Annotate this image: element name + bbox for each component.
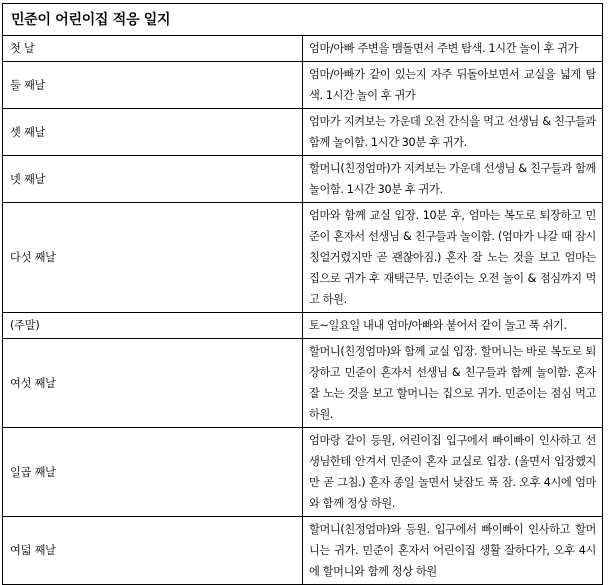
day-entry: 엄마랑 같이 등원, 어린이집 입구에서 빠이빠이 인사하고 선생님한테 안겨서 민준이 혼자 교실로 입장. (울면서 입장했지만 곧 그침.) 혼자 종일 놀면서 낮잠도 푹 잠. 오후 4시에 엄마와 함께 정상 하원. — [303, 428, 603, 517]
table-row — [3, 62, 603, 109]
day-label: 다섯 째날 — [3, 203, 303, 313]
day-entry: 할머니(친정엄마)와 함께 교실 입장. 할머니는 바로 복도로 퇴장하고 민준이 혼자서 선생님 & 친구들과 함께 놀이함. 혼자 잘 노는 것을 보고 할머니는 집으로 귀가. 민준이는 점심 먹고 하원. — [303, 339, 603, 428]
table-row — [3, 428, 603, 517]
table-row — [3, 339, 603, 428]
day-entry: 할머니(친정엄마)가 지켜보는 가운데 선생님 & 친구들과 함께 놀이함. 1시간 30분 후 귀가. — [303, 156, 603, 203]
day-label: 여섯 째날 — [3, 339, 303, 428]
day-entry: 엄마가 지켜보는 가운데 오전 간식을 먹고 선생님 & 친구들과 함께 놀이함. 1시간 30분 후 귀가. — [303, 109, 603, 156]
title-row — [3, 4, 603, 36]
day-entry: 엄마와 함께 교실 입장. 10분 후, 엄마는 복도로 퇴장하고 민준이 혼자서 선생님 & 친구들과 놀이함. (엄마가 나갈 때 잠시 칭얼거렸지만 곧 괜찮아짐.) 혼자 잘 노는 것을 보고 엄마는 집으로 귀가 후 재택근무. 민준이는 오전 놀이 & 점심까지 먹고 하원. — [303, 203, 603, 313]
day-entry: 토~일요일 내내 엄마/아빠와 붙어서 같이 놀고 푹 쉬기. — [303, 313, 603, 339]
table-row — [3, 517, 603, 585]
journal-title: 민준이 어린이집 적응 일지 — [3, 4, 603, 36]
table-row — [3, 156, 603, 203]
day-label: 여덟 째날 — [3, 517, 303, 585]
day-entry: 엄마/아빠가 같이 있는지 자주 뒤돌아보면서 교실을 넓게 탐색. 1시간 놀이 후 귀가 — [303, 62, 603, 109]
day-entry: 엄마/아빠 주변을 맴돌면서 주변 탐색. 1시간 놀이 후 귀가 — [303, 36, 603, 62]
day-entry: 할머니(친정엄마)와 등원. 입구에서 빠이빠이 인사하고 할머니는 귀가. 민준이 혼자서 어린이집 생활 잘하다가, 오후 4시에 할머니와 함께 정상 하원 — [303, 517, 603, 585]
table-row — [3, 313, 603, 339]
day-label: 둘 째날 — [3, 62, 303, 109]
day-label: 일곱 째날 — [3, 428, 303, 517]
table-row — [3, 36, 603, 62]
day-label: 넷 째날 — [3, 156, 303, 203]
day-label: 셋 째날 — [3, 109, 303, 156]
table-row — [3, 109, 603, 156]
day-label: 첫 날 — [3, 36, 303, 62]
journal-table — [2, 3, 603, 585]
day-label: (주말) — [3, 313, 303, 339]
journal-document — [2, 3, 603, 585]
table-row — [3, 203, 603, 313]
